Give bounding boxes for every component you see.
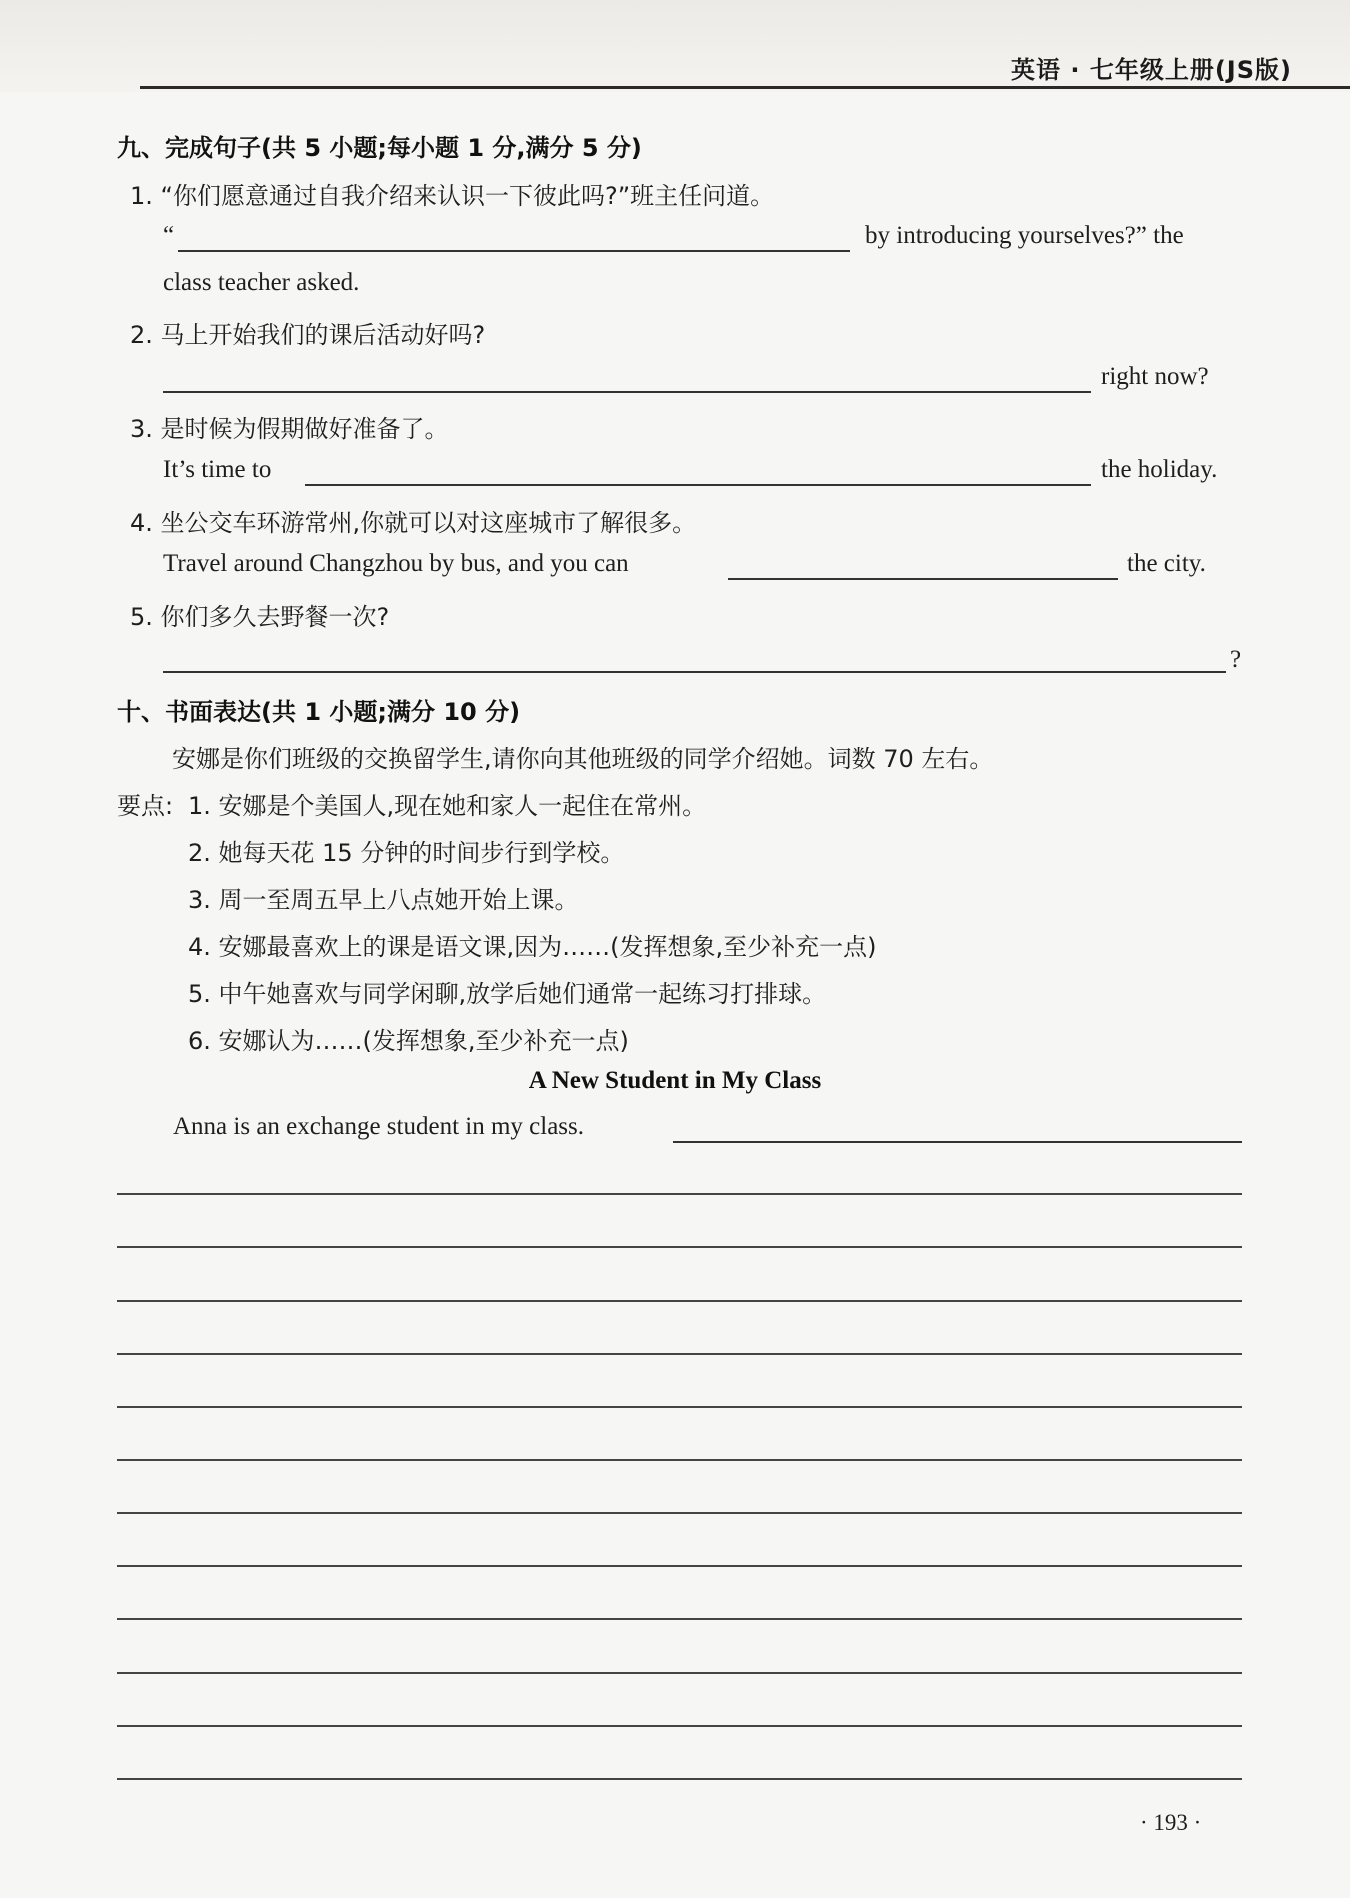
essay-title: A New Student in My Class: [528, 1067, 822, 1094]
point-item: 2. 她每天花 15 分钟的时间步行到学校。: [188, 839, 625, 867]
essay-opening-sentence: Anna is an exchange student in my class.: [173, 1113, 585, 1140]
q2-answer-blank: [163, 391, 1091, 393]
writing-line: [117, 1618, 1242, 1620]
writing-line: [117, 1193, 1242, 1195]
point-item: 5. 中午她喜欢与同学闲聊,放学后她们通常一起练习打排球。: [188, 980, 827, 1008]
writing-line: [117, 1725, 1242, 1727]
writing-line: [117, 1459, 1242, 1461]
point-item: 6. 安娜认为……(发挥想象,至少补充一点): [188, 1027, 629, 1055]
writing-line: [117, 1778, 1242, 1780]
q4-chinese: 4. 坐公交车环游常州,你就可以对这座城市了解很多。: [130, 509, 697, 537]
q5-answer-blank: [163, 671, 1226, 673]
q4-after-blank: the city.: [1127, 550, 1206, 577]
points-label: 要点:: [117, 792, 174, 820]
writing-line: [117, 1406, 1242, 1408]
writing-prompt: 安娜是你们班级的交换留学生,请你向其他班级的同学介绍她。词数 70 左右。: [172, 745, 994, 773]
q3-answer-blank: [305, 484, 1091, 486]
writing-line: [117, 1300, 1242, 1302]
point-item: 3. 周一至周五早上八点她开始上课。: [188, 886, 579, 914]
q3-before-blank: It’s time to: [163, 456, 272, 483]
q1-after-blank: by introducing yourselves?” the: [865, 222, 1184, 249]
writing-line: [117, 1246, 1242, 1248]
section-10-title: 十、书面表达(共 1 小题;满分 10 分): [117, 698, 521, 726]
q4-answer-blank: [728, 578, 1118, 580]
essay-first-line-blank: [673, 1141, 1242, 1143]
section-9-title: 九、完成句子(共 5 小题;每小题 1 分,满分 5 分): [117, 134, 642, 162]
page-number: · 193 ·: [1140, 1810, 1202, 1835]
q1-continuation: class teacher asked.: [163, 269, 360, 296]
q1-answer-blank: [178, 250, 850, 252]
q2-chinese: 2. 马上开始我们的课后活动好吗?: [130, 321, 486, 349]
q5-chinese: 5. 你们多久去野餐一次?: [130, 603, 390, 631]
q4-before-blank: Travel around Changzhou by bus, and you can: [163, 550, 629, 577]
writing-line: [117, 1672, 1242, 1674]
q2-after-blank: right now?: [1101, 363, 1209, 390]
point-item: 1. 安娜是个美国人,现在她和家人一起住在常州。: [188, 792, 707, 820]
q1-open-quote: “: [163, 222, 175, 249]
q3-after-blank: the holiday.: [1101, 456, 1218, 483]
q3-chinese: 3. 是时候为假期做好准备了。: [130, 415, 449, 443]
writing-line: [117, 1512, 1242, 1514]
q5-after-blank: ?: [1230, 646, 1242, 673]
writing-line: [117, 1565, 1242, 1567]
point-item: 4. 安娜最喜欢上的课是语文课,因为……(发挥想象,至少补充一点): [188, 933, 877, 961]
writing-line: [117, 1353, 1242, 1355]
q1-chinese: 1. “你们愿意通过自我介绍来认识一下彼此吗?”班主任问道。: [130, 182, 775, 210]
header-rule: [140, 86, 1350, 89]
book-title: 英语 · 七年级上册(JS版): [1011, 56, 1292, 84]
